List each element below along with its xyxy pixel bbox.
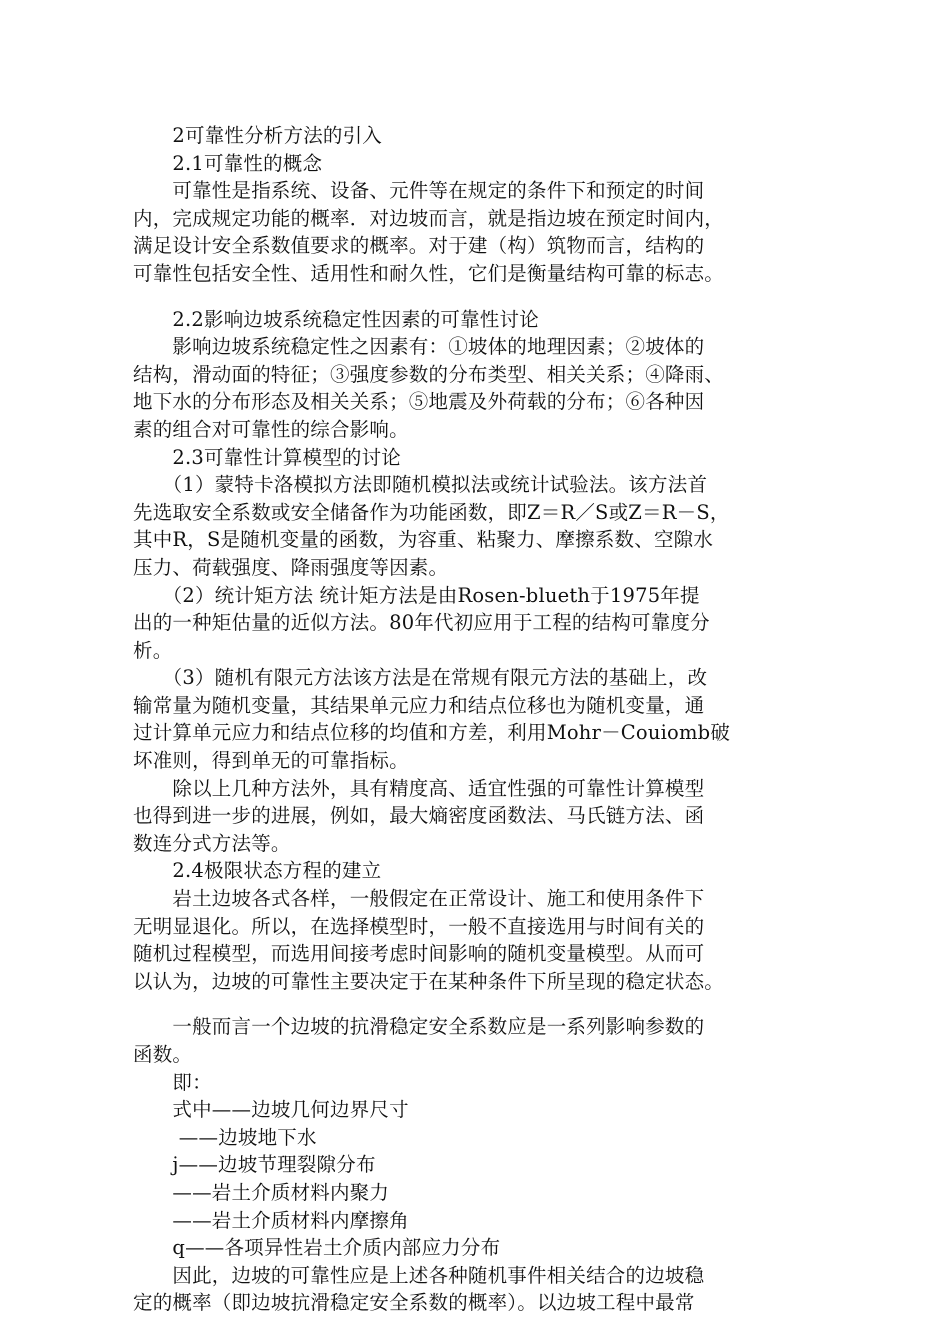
text-line: （3）随机有限元方法该方法是在常规有限元方法的基础上，改 (133, 666, 708, 690)
text-line: 结构，滑动面的特征；③强度参数的分布类型、相关关系；④降雨、 (133, 362, 725, 386)
text-line: 函数。 (133, 1043, 193, 1066)
text-line: 也得到进一步的进展，例如，最大熵密度函数法、马氏链方法、函 (133, 804, 705, 828)
text-line: 2.2影响边坡系统稳定性因素的可靠性讨论 (133, 307, 539, 331)
paragraph-monte-carlo (133, 471, 813, 581)
heading-2-2 (133, 306, 813, 334)
paragraph-safety-factor-function (133, 1013, 813, 1068)
text-line: 除以上几种方法外，具有精度高、适宜性强的可靠性计算模型 (133, 776, 705, 800)
text-line: 其中R，S是随机变量的函数，为容重、粘聚力、摩擦系数、空隙水 (133, 528, 714, 552)
document-body (133, 122, 813, 1317)
text-line: 先选取安全系数或安全储备作为功能函数，即Z＝R／S或Z＝R－S， (133, 500, 730, 524)
text-line: 出的一种矩估量的近似方法。80年代初应用于工程的结构可靠度分 (133, 611, 710, 635)
text-line: 随机过程模型，而选用间接考虑时间影响的随机变量模型。从而可 (133, 942, 705, 966)
text-line: ——岩土介质材料内聚力 (133, 1180, 390, 1204)
text-line: 以认为，边坡的可靠性主要决定于在某种条件下所呈现的稳定状态。 (133, 969, 725, 993)
text-line: 满足设计安全系数值要求的概率。对于建（构）筑物而言，结构的 (133, 234, 705, 258)
heading-2-4 (133, 857, 813, 885)
paragraph-influencing-factors (133, 333, 813, 443)
text-line: 岩土边坡各式各样，一般假定在正常设计、施工和使用条件下 (133, 887, 705, 911)
text-line: 过计算单元应力和结点位移的均值和方差，利用Mohr－Couiomb破 (133, 721, 731, 745)
paragraph-limit-state (133, 885, 813, 995)
heading-2-1 (133, 150, 813, 178)
paragraph-equation-intro (133, 1069, 813, 1097)
text-line: 可靠性是指系统、设备、元件等在规定的条件下和预定的时间 (133, 179, 705, 203)
text-line: 可靠性包括安全性、适用性和耐久性，它们是衡量结构可靠的标志。 (133, 261, 725, 285)
paragraph-conclusion (133, 1262, 813, 1317)
text-line: 2.3可靠性计算模型的讨论 (133, 445, 402, 469)
variable-list (133, 1096, 813, 1262)
paragraph-gap (133, 995, 813, 1013)
text-line: 数连分式方法等。 (133, 831, 291, 855)
text-line: 即： (133, 1070, 212, 1094)
text-line: q——各项异性岩土介质内部应力分布 (133, 1236, 501, 1260)
text-line: 定的概率（即边坡抗滑稳定安全系数的概率）。以边坡工程中最常 (133, 1291, 695, 1315)
text-line: 内，完成规定功能的概率．对边坡而言，就是指边坡在预定时间内， (133, 206, 725, 230)
text-line: 一般而言一个边坡的抗滑稳定安全系数应是一系列影响参数的 (133, 1015, 705, 1039)
text-line: （2）统计矩方法 统计矩方法是由Rosen-blueth于1975年提 (133, 583, 700, 607)
text-line: j——边坡节理裂隙分布 (133, 1153, 376, 1177)
paragraph-other-methods (133, 775, 813, 858)
text-line: 因此，边坡的可靠性应是上述各种随机事件相关结合的边坡稳 (133, 1263, 705, 1287)
heading-2 (133, 122, 813, 150)
text-line: 素的组合对可靠性的综合影响。 (133, 417, 409, 441)
text-line: 地下水的分布形态及相关关系；⑤地震及外荷载的分布；⑥各种因 (133, 390, 705, 414)
paragraph-reliability-definition (133, 177, 813, 287)
text-line: 影响边坡系统稳定性之因素有：①坡体的地理因素；②坡体的 (133, 335, 705, 359)
text-line: 无明显退化。所以，在选择模型时，一般不直接选用与时间有关的 (133, 914, 705, 938)
paragraph-statistical-moment (133, 582, 813, 665)
paragraph-gap (133, 288, 813, 306)
text-line: 2可靠性分析方法的引入 (133, 124, 383, 147)
paragraph-stochastic-fem (133, 664, 813, 774)
text-line: 压力、荷载强度、降雨强度等因素。 (133, 555, 449, 579)
text-line: 2.1可靠性的概念 (133, 151, 323, 175)
text-line: 坏准则，得到单无的可靠指标。 (133, 749, 409, 773)
text-line: 式中——边坡几何边界尺寸 (133, 1098, 409, 1122)
text-line: ——岩土介质材料内摩擦角 (133, 1208, 409, 1232)
text-line: （1）蒙特卡洛模拟方法即随机模拟法或统计试验法。该方法首 (133, 473, 708, 497)
text-line: ——边坡地下水 (133, 1125, 317, 1149)
text-line: 2.4极限状态方程的建立 (133, 859, 382, 883)
text-line: 析。 (133, 638, 173, 662)
heading-2-3 (133, 444, 813, 472)
text-line: 输常量为随机变量，其结果单元应力和结点位移也为随机变量，通 (133, 693, 705, 717)
